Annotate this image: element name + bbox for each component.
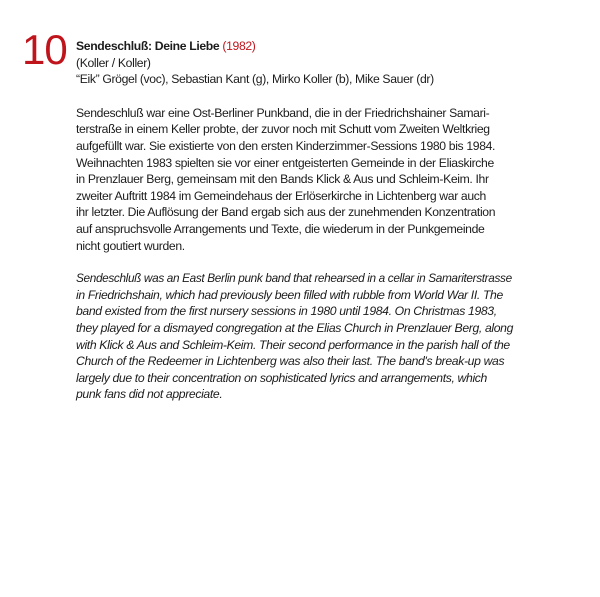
text-line: ihr letzter. Die Auflösung der Band ergab sich aus der zunehmenden Konzentration (76, 205, 496, 220)
text-line: zweiter Auftritt 1984 im Gemeindehaus der Erlöserkirche in Lichtenberg war auch (76, 188, 486, 203)
text-line: aufgefüllt war. Sie existierte von den ersten Kinderzimmer-Sessions 1980 bis 1984. (76, 138, 496, 153)
song-title: Deine Liebe (154, 39, 220, 53)
band-name: Sendeschluß: (76, 39, 152, 53)
personnel: “Eik” Grögel (voc), Sebastian Kant (g), Mirko Koller (b), Mike Sauer (dr) (76, 72, 434, 87)
text-line: in Friedrichshain, which had previously been filled with rubble from World War II. The (76, 287, 503, 302)
text-line: largely due to their concentration on sophisticated lyrics and arrangements, which (76, 370, 487, 385)
text-line: they played for a dismayed congregation at the Elias Church in Prenzlauer Berg, along (76, 320, 514, 335)
text-line: Sendeschluß war eine Ost-Berliner Punkband, die in der Friedrichshainer Samari- (76, 105, 490, 120)
text-line: punk fans did not appreciate. (76, 387, 223, 402)
text-line: terstraße in einem Keller probte, der zuvor noch mit Schutt vom Zweiten Weltkrieg (76, 122, 490, 137)
german-description (76, 105, 514, 254)
text-line: in Prenzlauer Berg, gemeinsam mit den Bands Klick & Aus und Schleim-Keim. Ihr (76, 172, 489, 187)
release-year: (1982) (222, 39, 256, 53)
text-line: with Klick & Aus and Schleim-Keim. Their second performance in the parish hall of the (76, 337, 510, 352)
text-line: auf anspruchsvolle Arrangements und Texte, die wiederum in der Punkgemeinde (76, 221, 485, 236)
text-line: Church of the Redeemer in Lichtenberg was also their last. The band's break-up was (76, 354, 505, 369)
text-line: band existed from the first nursery sessions in 1980 until 1984. On Christmas 1983, (76, 304, 497, 319)
composers: (Koller / Koller) (76, 55, 151, 70)
text-line: nicht goutiert wurden. (76, 238, 185, 253)
track-notes (76, 38, 514, 403)
english-description (76, 270, 514, 403)
text-line: Weihnachten 1983 spielten sie vor einer entgeisterten Gemeinde in der Eliaskirche (76, 155, 494, 170)
text-line: Sendeschluß was an East Berlin punk band that rehearsed in a cellar in Samariterstrasse (76, 271, 512, 286)
track-title (76, 38, 514, 55)
track-number: 10 (22, 26, 67, 73)
